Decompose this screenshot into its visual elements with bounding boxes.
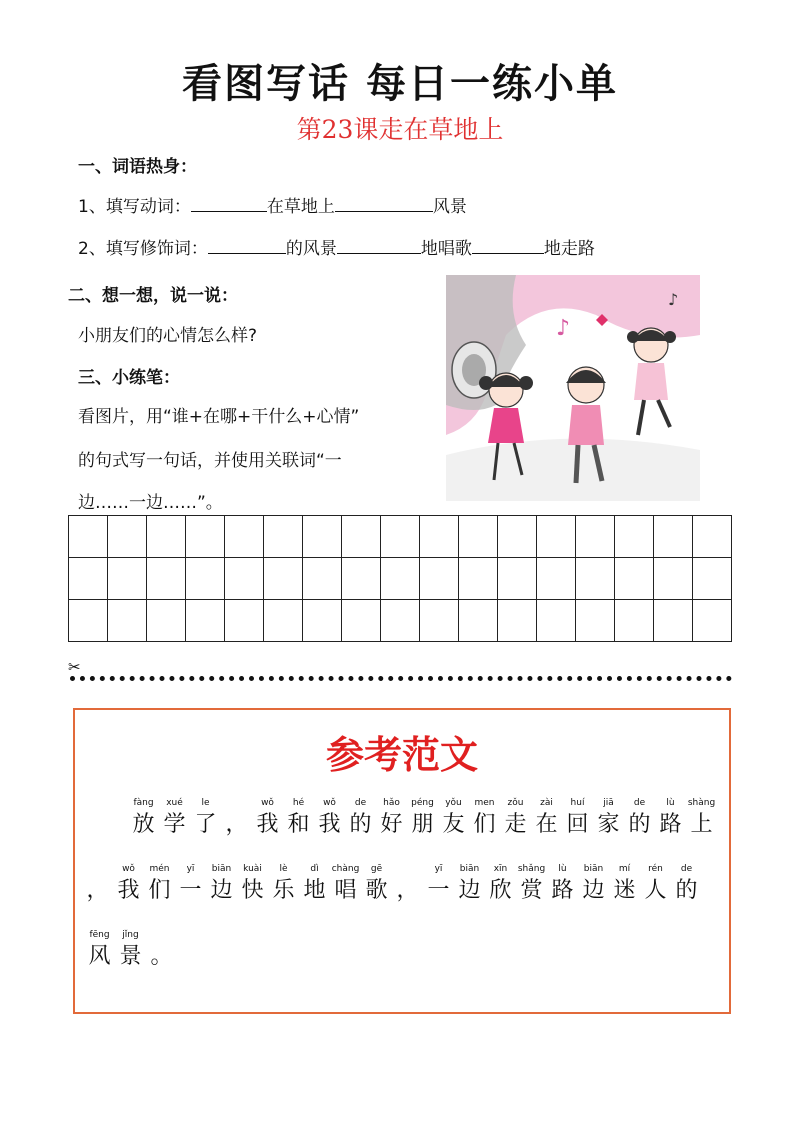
cut-line (70, 676, 732, 681)
hanzi: 和 (287, 812, 310, 837)
pinyin-char (562, 796, 593, 840)
grid-cell[interactable] (147, 558, 186, 600)
pinyin-char (516, 862, 547, 906)
pinyin-char (283, 796, 314, 840)
grid-cell[interactable] (225, 516, 264, 558)
grid-cell[interactable] (108, 516, 147, 558)
hanzi: 边 (582, 878, 605, 903)
hanzi: 唱 (334, 878, 357, 903)
reference-line-1 (128, 796, 717, 840)
q1-prefix: 1、填写动词： (78, 197, 191, 217)
grid-cell[interactable] (615, 516, 654, 558)
q2-blank-3[interactable] (472, 237, 544, 254)
grid-cell[interactable] (303, 600, 342, 642)
hanzi: 边 (210, 878, 233, 903)
hanzi: 路 (551, 878, 574, 903)
grid-cell[interactable] (225, 600, 264, 642)
pinyin: huí (570, 798, 585, 808)
pinyin: le (201, 798, 210, 808)
hanzi: 一 (427, 878, 450, 903)
q2-blank-2[interactable] (337, 237, 421, 254)
pinyin-char (128, 796, 159, 840)
grid-cell[interactable] (342, 600, 381, 642)
grid-cell[interactable] (459, 558, 498, 600)
grid-cell[interactable] (303, 516, 342, 558)
hanzi: 赏 (520, 878, 543, 903)
pinyin-char (500, 796, 531, 840)
pinyin: shǎng (517, 864, 546, 874)
hanzi: 的 (675, 878, 698, 903)
pinyin: fēng (89, 930, 110, 940)
pinyin-char (485, 862, 516, 906)
pinyin-char (84, 928, 115, 972)
grid-cell[interactable] (459, 516, 498, 558)
grid-cell[interactable] (303, 558, 342, 600)
grid-cell[interactable] (225, 558, 264, 600)
grid-cell[interactable] (537, 516, 576, 558)
section3-line2: 的句式写一句话，并使用关联词“一 (78, 451, 342, 471)
svg-text:♪: ♪ (556, 316, 571, 341)
pinyin-char (299, 862, 330, 906)
hanzi: 我 (318, 812, 341, 837)
hanzi: 我 (117, 878, 140, 903)
hanzi: 在 (535, 812, 558, 837)
scissors-icon: ✂ (68, 658, 81, 676)
hanzi: 路 (659, 812, 682, 837)
grid-cell[interactable] (186, 600, 225, 642)
pinyin-char (144, 862, 175, 906)
section1-heading: 一、词语热身： (78, 157, 197, 177)
hanzi: 了 (194, 812, 217, 837)
pinyin-char (115, 928, 146, 972)
pinyin: zài (540, 798, 553, 808)
pinyin-char (531, 796, 562, 840)
pinyin-char (438, 796, 469, 840)
pinyin-char (252, 796, 283, 840)
pinyin: biān (459, 864, 480, 874)
grid-cell[interactable] (420, 600, 459, 642)
hanzi: 好 (380, 812, 403, 837)
grid-cell[interactable] (537, 600, 576, 642)
grid-cell[interactable] (381, 600, 420, 642)
pinyin-char (392, 862, 423, 906)
pinyin-char (113, 862, 144, 906)
hanzi: 人 (644, 878, 667, 903)
pinyin-char (578, 862, 609, 906)
grid-cell[interactable] (576, 600, 615, 642)
grid-cell[interactable] (654, 516, 693, 558)
hanzi: 友 (442, 812, 465, 837)
grid-cell[interactable] (576, 558, 615, 600)
q1-line (78, 192, 467, 217)
pinyin: de (633, 798, 646, 808)
grid-cell[interactable] (654, 600, 693, 642)
pinyin: hé (292, 798, 305, 808)
pinyin: jiā (603, 798, 614, 808)
hanzi: 放 (132, 812, 155, 837)
pinyin-char (175, 862, 206, 906)
q2-phrase3: 地走路 (543, 239, 595, 259)
pinyin: men (474, 798, 495, 808)
grid-cell[interactable] (264, 600, 303, 642)
pinyin: rén (648, 864, 663, 874)
grid-cell[interactable] (186, 558, 225, 600)
pinyin: lù (558, 864, 567, 874)
pinyin: yī (434, 864, 443, 874)
pinyin: yī (186, 864, 195, 874)
grid-cell[interactable] (69, 600, 108, 642)
grid-cell[interactable] (498, 600, 537, 642)
hanzi: 风 (88, 944, 111, 969)
hanzi: ， (396, 878, 419, 903)
pinyin-char (314, 796, 345, 840)
grid-cell[interactable] (615, 600, 654, 642)
q2-phrase1: 的风景 (285, 239, 337, 259)
hanzi: 走 (504, 812, 527, 837)
q2-phrase2: 地唱歌 (420, 239, 472, 259)
reference-line-3 (84, 928, 177, 972)
reference-line-2 (82, 862, 702, 906)
grid-cell[interactable] (342, 558, 381, 600)
pinyin-char (547, 862, 578, 906)
q1-blank-2[interactable] (335, 195, 433, 212)
pinyin: biān (583, 864, 604, 874)
pinyin-char (330, 862, 361, 906)
pinyin: mí (618, 864, 631, 874)
hanzi: 快 (241, 878, 264, 903)
grid-cell[interactable] (693, 558, 732, 600)
q2-line (78, 234, 595, 259)
hanzi: 歌 (365, 878, 388, 903)
hanzi: 们 (148, 878, 171, 903)
pinyin-char (624, 796, 655, 840)
q1-phrase2: 风景 (432, 197, 467, 217)
pinyin: yǒu (445, 798, 462, 808)
hanzi: 家 (597, 812, 620, 837)
children-walking-illustration (446, 275, 700, 501)
pinyin-char (221, 796, 252, 840)
pinyin: xué (166, 798, 183, 808)
lesson-subtitle: 第23课走在草地上 (296, 115, 504, 144)
hanzi: 学 (163, 812, 186, 837)
hanzi: 边 (458, 878, 481, 903)
pinyin-char (640, 862, 671, 906)
grid-cell[interactable] (693, 600, 732, 642)
pinyin-char (345, 796, 376, 840)
hanzi: 。 (150, 944, 173, 969)
pinyin: gē (370, 864, 383, 874)
pinyin-char (407, 796, 438, 840)
pinyin: fàng (133, 798, 154, 808)
pinyin-char (423, 862, 454, 906)
grid-cell[interactable] (264, 558, 303, 600)
pinyin: jǐng (122, 930, 139, 940)
pinyin: wǒ (122, 864, 135, 874)
pinyin-char (268, 862, 299, 906)
section3-line3: 边……一边……”。 (78, 493, 223, 513)
pinyin: hǎo (383, 798, 400, 808)
pinyin: shàng (687, 798, 716, 808)
hanzi: 们 (473, 812, 496, 837)
hanzi: ， (86, 878, 109, 903)
pinyin-char (206, 862, 237, 906)
grid-cell[interactable] (381, 558, 420, 600)
page-title: 看图写话 每日一练小单 (182, 60, 618, 107)
hanzi: 地 (303, 878, 326, 903)
svg-text:♪: ♪ (668, 290, 679, 309)
pinyin-char (671, 862, 702, 906)
pinyin-char (237, 862, 268, 906)
grid-cell[interactable] (342, 516, 381, 558)
pinyin-char (469, 796, 500, 840)
pinyin: de (680, 864, 693, 874)
grid-cell[interactable] (693, 516, 732, 558)
q2-prefix: 2、填写修饰词： (78, 239, 208, 259)
grid-cell[interactable] (537, 558, 576, 600)
pinyin-char (454, 862, 485, 906)
pinyin: biān (211, 864, 232, 874)
section2-question: 小朋友们的心情怎么样? (78, 326, 258, 346)
pinyin-char (593, 796, 624, 840)
pinyin-char (361, 862, 392, 906)
grid-cell[interactable] (615, 558, 654, 600)
hanzi: 上 (690, 812, 713, 837)
q1-blank-1[interactable] (191, 195, 267, 212)
hanzi: 我 (256, 812, 279, 837)
section3-line1: 看图片，用“谁+在哪+干什么+心情” (78, 407, 360, 427)
grid-cell[interactable] (108, 600, 147, 642)
grid-cell[interactable] (108, 558, 147, 600)
grid-cell[interactable] (498, 516, 537, 558)
q1-phrase1: 在草地上 (266, 197, 335, 217)
hanzi: 朋 (411, 812, 434, 837)
reference-essay-box (73, 708, 731, 1014)
grid-cell[interactable] (381, 516, 420, 558)
pinyin-char (609, 862, 640, 906)
grid-cell[interactable] (69, 516, 108, 558)
pinyin: zǒu (507, 798, 524, 808)
hanzi: 一 (179, 878, 202, 903)
pinyin-char (159, 796, 190, 840)
grid-cell[interactable] (498, 558, 537, 600)
hanzi: 回 (566, 812, 589, 837)
pinyin: lè (279, 864, 288, 874)
pinyin: mén (149, 864, 170, 874)
grid-cell[interactable] (420, 558, 459, 600)
pinyin-char (146, 928, 177, 972)
pinyin-char (82, 862, 113, 906)
section3-heading: 三、小练笔： (78, 368, 180, 388)
grid-cell[interactable] (654, 558, 693, 600)
grid-cell[interactable] (459, 600, 498, 642)
pinyin-char (655, 796, 686, 840)
pinyin: lù (666, 798, 675, 808)
pinyin: wǒ (261, 798, 274, 808)
pinyin: wǒ (323, 798, 336, 808)
section2-heading: 二、想一想，说一说： (68, 286, 238, 306)
q2-blank-1[interactable] (208, 237, 286, 254)
writing-grid (68, 515, 732, 642)
pinyin: péng (411, 798, 434, 808)
grid-cell[interactable] (147, 600, 186, 642)
pinyin: de (354, 798, 367, 808)
pinyin: xīn (493, 864, 508, 874)
hanzi: ， (225, 812, 248, 837)
pinyin: kuài (243, 864, 262, 874)
pinyin: dì (310, 864, 319, 874)
grid-cell[interactable] (186, 516, 225, 558)
hanzi: 乐 (272, 878, 295, 903)
grid-cell[interactable] (147, 516, 186, 558)
hanzi: 的 (628, 812, 651, 837)
reference-title: 参考范文 (325, 732, 478, 777)
pinyin-char (686, 796, 717, 840)
grid-cell[interactable] (69, 558, 108, 600)
grid-cell[interactable] (576, 516, 615, 558)
pinyin-char (376, 796, 407, 840)
hanzi: 的 (349, 812, 372, 837)
hanzi: 迷 (613, 878, 636, 903)
hanzi: 欣 (489, 878, 512, 903)
pinyin: chàng (331, 864, 360, 874)
grid-cell[interactable] (420, 516, 459, 558)
hanzi: 景 (119, 944, 142, 969)
pinyin-char (190, 796, 221, 840)
grid-cell[interactable] (264, 516, 303, 558)
